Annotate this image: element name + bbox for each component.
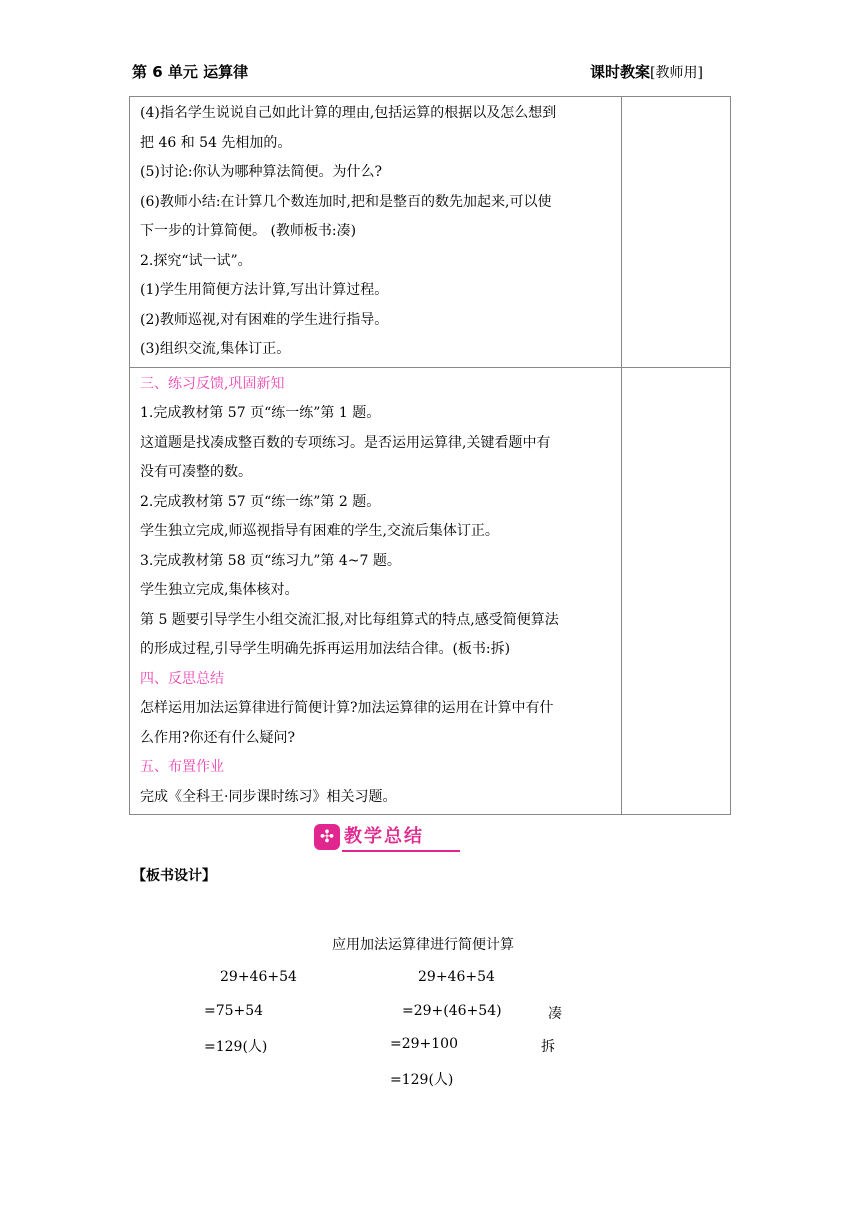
plan-line: 3.完成教材第 58 页“练习九”第 4~7 题。: [140, 552, 401, 569]
plan-line: 2.完成教材第 57 页“练一练”第 2 题。: [140, 493, 381, 510]
board-left-step: 29+46+54: [220, 969, 297, 985]
board-title: 应用加法运算律进行简便计算: [332, 937, 514, 953]
board-right-step: =29+(46+54): [402, 1003, 502, 1019]
plan-row: [130, 97, 731, 368]
plan-line: (1)学生用简便方法计算,写出计算过程。: [140, 282, 389, 298]
plan-note-cell: [622, 97, 731, 368]
board-left-step: =75+54: [204, 1003, 264, 1019]
board-design-heading: 【板书设计】: [132, 868, 216, 884]
plan-line: 怎样运用加法运算律进行简便计算?加法运算律的运用在计算中有什: [140, 700, 554, 716]
plan-content-cell: [130, 97, 622, 368]
board-right-step: 29+46+54: [418, 969, 495, 985]
plan-line: 这道题是找凑成整百数的专项练习。是否运用运算律,关键看题中有: [140, 434, 551, 451]
plan-line: 2.探究“试一试”。: [140, 252, 252, 269]
plan-line: 学生独立完成,集体核对。: [140, 582, 299, 598]
plan-line: (6)教师小结:在计算几个数连加时,把和是整百的数先加起来,可以使: [140, 193, 552, 210]
summary-banner: [314, 824, 448, 852]
board-note: 拆: [541, 1039, 555, 1055]
plan-line: 1.完成教材第 57 页“练一练”第 1 题。: [140, 405, 381, 421]
pinwheel-icon: ✣: [314, 824, 340, 850]
plan-line: 完成《全科王·同步课时练习》相关习题。: [140, 788, 397, 805]
lesson-plan-table: [129, 96, 731, 815]
plan-line: (3)组织交流,集体订正。: [140, 341, 291, 357]
summary-banner-label: 教学总结: [344, 826, 424, 847]
plan-line: 下一步的计算简便。 (教师板书:凑): [140, 223, 357, 239]
board-right-step: =29+100: [390, 1036, 458, 1052]
doc-type-title: 课时教案: [590, 63, 651, 81]
plan-line: 学生独立完成,师巡视指导有困难的学生,交流后集体订正。: [140, 523, 499, 539]
section-heading: 三、练习反馈,巩固新知: [140, 375, 285, 392]
plan-row: [130, 367, 731, 815]
board-right-step: =129(人): [390, 1072, 454, 1088]
unit-label: 第 6 单元 运算律: [132, 63, 249, 81]
section-heading: 五、布置作业: [140, 759, 224, 775]
board-note: 凑: [548, 1006, 562, 1022]
plan-line: 第 5 题要引导学生小组交流汇报,对比每组算式的特点,感受简便算法: [140, 611, 559, 628]
plan-line: 么作用?你还有什么疑问?: [140, 729, 296, 746]
plan-note-cell: [622, 367, 731, 815]
plan-line: (5)讨论:你认为哪种算法简便。为什么?: [140, 164, 383, 180]
plan-content-cell: [130, 367, 622, 815]
banner-underline: [342, 850, 460, 852]
doc-type-tag: [教师用]: [650, 65, 703, 81]
doc-type-label: [590, 61, 703, 82]
plan-line: (2)教师巡视,对有困难的学生进行指导。: [140, 311, 389, 328]
plan-line: 没有可凑整的数。: [140, 464, 252, 480]
plan-line: 把 46 和 54 先相加的。: [140, 134, 292, 151]
plan-line: (4)指名学生说说自己如此计算的理由,包括运算的根据以及怎么想到: [140, 105, 557, 121]
board-left-step: =129(人): [204, 1039, 268, 1055]
plan-line: 的形成过程,引导学生明确先拆再运用加法结合律。(板书:拆): [140, 641, 511, 657]
section-heading: 四、反思总结: [140, 670, 224, 687]
